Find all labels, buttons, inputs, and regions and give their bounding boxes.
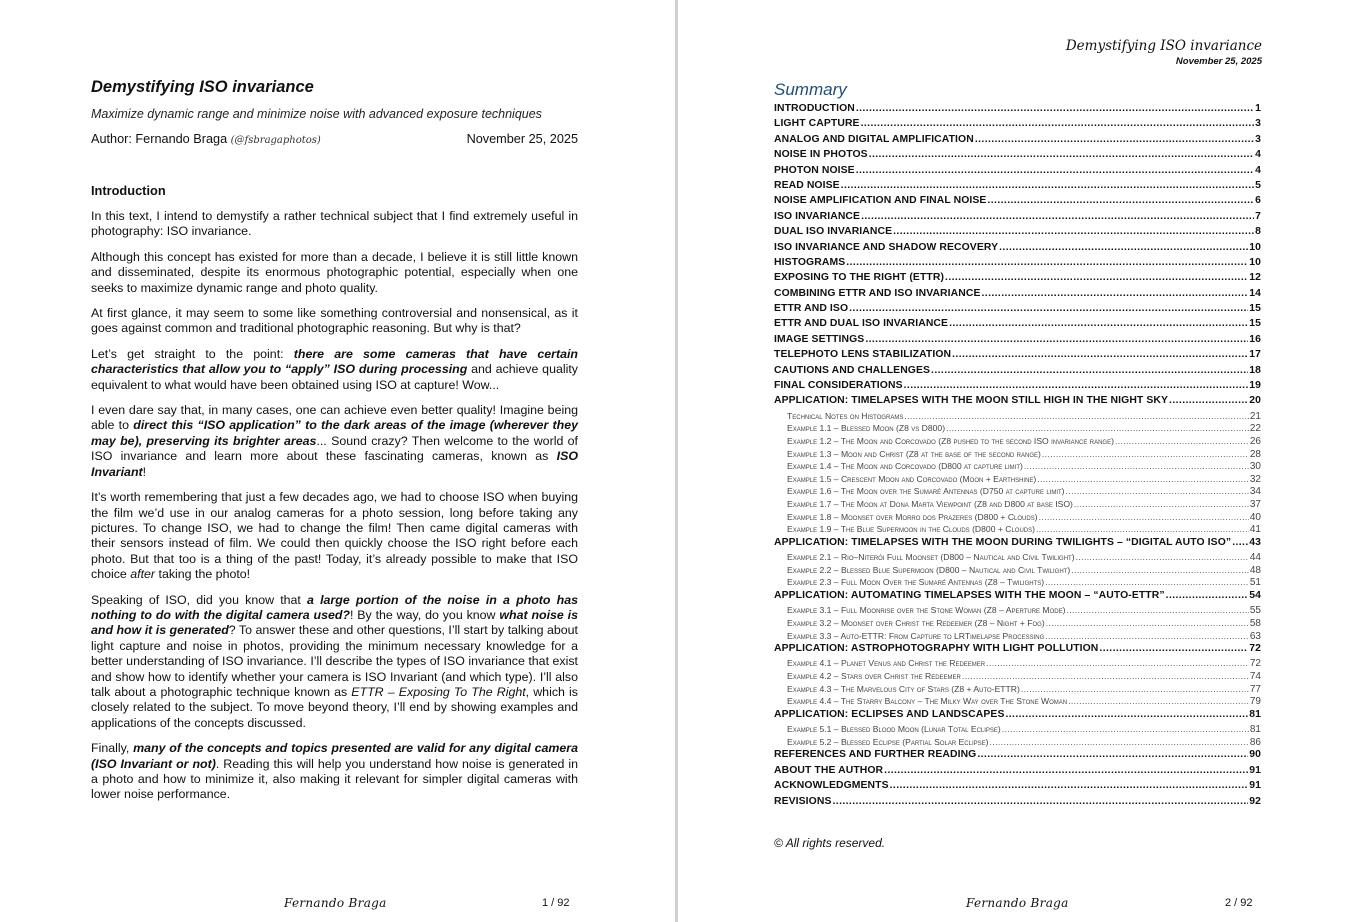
toc-leader-dots <box>945 272 1248 283</box>
toc-leader-dots <box>841 180 1254 191</box>
toc-sub-entry[interactable] <box>774 499 1261 512</box>
toc-entry-label: Example 4.1 – Planet Venus and Christ the Redeemer <box>787 658 986 669</box>
toc-leader-dots <box>962 671 1249 681</box>
toc-entry-page: 91 <box>1249 764 1261 776</box>
toc-entry-label: APPLICATION: AUTOMATING TIMELAPSES WITH THE MOON – “AUTO-ETTR” <box>774 589 1165 601</box>
toc-entry-label: DUAL ISO INVARIANCE <box>774 226 893 238</box>
toc-entry-label: Example 2.1 – Rio–Niterói Full Moonset (D800 – Nautical and Civil Twilight) <box>787 552 1075 563</box>
toc-sub-entry[interactable] <box>774 524 1261 537</box>
paragraph <box>91 490 578 582</box>
toc-leader-dots <box>1169 395 1248 406</box>
toc-entry-label: EXPOSING TO THE RIGHT (ETTR) <box>774 272 945 284</box>
toc-entry-label: NOISE AMPLIFICATION AND FINAL NOISE <box>774 195 987 207</box>
toc-leader-dots <box>949 318 1248 329</box>
toc-entry[interactable] <box>774 257 1261 272</box>
toc-entry-label: APPLICATION: ASTROPHOTOGRAPHY WITH LIGHT POLLUTION <box>774 643 1099 655</box>
toc-entry-page: 16 <box>1249 333 1261 345</box>
emphasis-text: ETTR – Exposing To The Right <box>351 684 526 699</box>
toc-entry-page: 10 <box>1249 256 1261 268</box>
toc-entry-page: 63 <box>1249 630 1261 642</box>
toc-entry-label: ISO INVARIANCE <box>774 210 861 222</box>
toc-entry-label: Example 2.2 – Blessed Blue Supermoon (D800 – Nautical and Civil Twilight) <box>787 564 1071 575</box>
toc-leader-dots <box>1166 590 1249 601</box>
toc-entry-page: 81 <box>1249 724 1261 736</box>
toc-entry-label: LIGHT CAPTURE <box>774 118 860 130</box>
toc-leader-dots <box>890 780 1249 791</box>
toc-leader-dots <box>893 226 1254 237</box>
toc-entry-label: Example 3.3 – Auto-ETTR: From Capture to LRTimelapse Processing <box>787 630 1045 641</box>
toc-entry-label: ETTR AND DUAL ISO INVARIANCE <box>774 318 949 330</box>
toc-entry-label: Example 4.2 – Stars over Christ the Redeemer <box>787 671 961 682</box>
toc-entry[interactable] <box>774 334 1261 349</box>
toc-entry-page: 79 <box>1249 696 1261 708</box>
toc-sub-entry[interactable] <box>774 618 1261 631</box>
toc-sub-entry[interactable] <box>774 411 1261 424</box>
toc-entry-label: Example 5.1 – Blessed Blood Moon (Lunar Total Eclipse) <box>787 724 1001 735</box>
toc-sub-entry[interactable] <box>774 724 1261 737</box>
toc-leader-dots <box>1232 537 1248 548</box>
toc-leader-dots <box>869 149 1254 160</box>
toc-leader-dots <box>990 737 1249 747</box>
toc-entry-page: 48 <box>1249 564 1261 576</box>
toc-entry[interactable] <box>774 709 1261 724</box>
toc-sub-entry[interactable] <box>774 512 1261 525</box>
toc-leader-dots <box>861 211 1254 222</box>
toc-leader-dots <box>1046 618 1249 628</box>
toc-leader-dots <box>1074 499 1249 509</box>
toc-leader-dots <box>1042 449 1249 459</box>
toc-entry-label: TELEPHOTO LENS STABILIZATION <box>774 349 952 361</box>
toc-entry[interactable] <box>774 180 1261 195</box>
author-line <box>91 132 578 146</box>
document-title: Demystifying ISO invariance <box>91 78 314 96</box>
toc-leader-dots <box>982 288 1249 299</box>
text-run: ? To answer these and other questions, I’ll start by talking about light capture and noise in photos, providing the minimum necessary knowledge for a better understanding of ISO invariance. I’ll describe the types of ISO invariance that exist and show how to identify whether your camera is ISO Invariant (and which type). I’ll also talk about a photographic technique known as <box>91 623 578 699</box>
toc-entry-page: 90 <box>1249 749 1261 761</box>
toc-leader-dots <box>849 303 1248 314</box>
text-run: Speaking of ISO, did you know that <box>91 592 308 607</box>
text-run: Although this concept has existed for more than a decade, I believe it is still little known and disseminated, despite its enormous photographic potential, especially when one seeks to maximize dynamic range and photo quality. <box>91 249 578 295</box>
toc-entry-page: 34 <box>1249 486 1261 498</box>
toc-entry-label: REFERENCES AND FURTHER READING <box>774 749 977 761</box>
toc-entry[interactable] <box>774 780 1261 795</box>
toc-entry[interactable] <box>774 211 1261 226</box>
text-run: Let’s get straight to the point: <box>91 346 294 361</box>
toc-entry-label: ACKNOWLEDGMENTS <box>774 780 889 792</box>
toc-entry-label: Technical Notes on Histograms <box>787 410 904 421</box>
toc-entry-label: ISO INVARIANCE AND SHADOW RECOVERY <box>774 241 999 253</box>
toc-entry-page: 26 <box>1249 436 1261 447</box>
toc-entry[interactable] <box>774 796 1261 811</box>
author-handle: (@fsbragaphotos) <box>230 135 321 146</box>
toc-leader-dots <box>1037 474 1249 484</box>
emphasis-text: what noise is and how it is generated <box>91 607 578 638</box>
toc-entry-page: 37 <box>1249 498 1261 510</box>
toc-entry-label: Example 4.4 – The Starry Balcony – The Milky Way over The Stone Woman <box>787 696 1068 707</box>
toc-entry[interactable] <box>774 643 1261 658</box>
toc-sub-entry[interactable] <box>774 474 1261 487</box>
toc-entry-page: 81 <box>1249 708 1261 720</box>
toc-entry-label: Example 1.8 – Moonset over Morro dos Prazeres (D800 + Clouds) <box>787 511 1038 522</box>
toc-leader-dots <box>1115 436 1249 446</box>
toc-entry-label: Example 1.1 – Blessed Moon (Z8 vs D800) <box>787 423 946 434</box>
toc-leader-dots <box>1066 486 1249 496</box>
toc-entry-page: 32 <box>1249 473 1261 485</box>
toc-sub-entry[interactable] <box>774 486 1261 499</box>
toc-sub-entry[interactable] <box>774 696 1261 709</box>
toc-leader-dots <box>986 658 1249 668</box>
toc-leader-dots <box>946 423 1249 433</box>
toc-entry-label: Example 1.5 – Crescent Moon and Corcovado (Moon + Earthshine) <box>787 473 1037 484</box>
toc-sub-entry[interactable] <box>774 671 1261 684</box>
toc-entry[interactable] <box>774 226 1261 241</box>
footer-author: Fernando Braga <box>284 896 387 910</box>
text-run: I even dare say that, in many cases, one can achieve even better quality! Imagine being able to <box>91 403 578 433</box>
toc-entry-label: CAUTIONS AND CHALLENGES <box>774 364 931 376</box>
paragraph <box>91 306 578 337</box>
emphasis-text: direct this “ISO application” to the dark areas of the image (wherever they may be), preserving its brighter areas <box>91 418 578 448</box>
toc-leader-dots <box>846 257 1248 268</box>
toc-entry[interactable] <box>774 303 1261 318</box>
table-of-contents <box>774 103 1261 811</box>
toc-sub-entry[interactable] <box>774 737 1261 750</box>
paragraph <box>91 741 578 803</box>
emphasis-text: ISO Invariant <box>91 449 578 479</box>
toc-entry-page: 19 <box>1249 380 1261 392</box>
toc-sub-entry[interactable] <box>774 577 1261 590</box>
toc-entry-page: 86 <box>1249 736 1261 748</box>
toc-entry-label: APPLICATION: ECLIPSES AND LANDSCAPES <box>774 708 1005 720</box>
toc-entry[interactable] <box>774 118 1261 133</box>
toc-leader-dots <box>861 118 1255 129</box>
toc-entry-page: 3 <box>1255 118 1261 130</box>
toc-entry-label: Example 1.7 – The Moon at Dona Marta Viewpoint (Z8 and D800 at base ISO) <box>787 498 1073 509</box>
toc-entry-page: 18 <box>1249 364 1261 376</box>
toc-entry-label: Example 1.9 – The Blue Supermoon in the Clouds (D800 + Clouds) <box>787 524 1036 535</box>
toc-leader-dots <box>1099 643 1248 654</box>
toc-entry[interactable] <box>774 165 1261 180</box>
toc-entry-page: 21 <box>1249 410 1261 422</box>
toc-entry-page: 51 <box>1249 577 1261 589</box>
toc-entry[interactable] <box>774 134 1261 149</box>
toc-sub-entry[interactable] <box>774 631 1261 644</box>
footer-page-number: 2 / 92 <box>1225 897 1253 909</box>
toc-entry-label: FINAL CONSIDERATIONS <box>774 380 903 392</box>
toc-entry-page: 77 <box>1249 683 1261 695</box>
summary-heading: Summary <box>774 80 847 99</box>
toc-leader-dots <box>1021 684 1249 694</box>
running-header-title: Demystifying ISO invariance <box>1065 38 1262 54</box>
document-page-1 <box>0 0 676 922</box>
toc-sub-entry[interactable] <box>774 449 1261 462</box>
toc-entry-label: ANALOG AND DIGITAL AMPLIFICATION <box>774 133 974 145</box>
toc-leader-dots <box>1039 512 1249 522</box>
toc-entry-page: 40 <box>1249 511 1261 523</box>
text-run: ! By the way, do you know <box>349 607 500 622</box>
toc-entry-label: Example 5.2 – Blessed Eclipse (Partial Solar Eclipse) <box>787 736 989 747</box>
toc-leader-dots <box>952 349 1248 360</box>
footer-author: Fernando Braga <box>966 896 1069 910</box>
toc-entry-label: PHOTON NOISE <box>774 164 855 176</box>
toc-entry-label: Example 1.2 – The Moon and Corcovado (Z8 pushed to the second ISO invariance range) <box>787 436 1114 446</box>
toc-entry-page: 54 <box>1249 589 1261 601</box>
toc-entry[interactable] <box>774 349 1261 364</box>
text-run: . Reading this will help you understand how noise is generated in a photo and how to minimize it, also making it relevant for simpler digital cameras with lower noise performance. <box>91 756 578 802</box>
toc-sub-entry[interactable] <box>774 658 1261 671</box>
toc-entry-label: Example 4.3 – The Marvelous City of Stars (Z8 + Auto-ETTR) <box>787 683 1020 694</box>
paragraph <box>91 347 578 393</box>
emphasis-text: a large portion of the noise in a photo has nothing to do with the digital camera used? <box>91 592 578 622</box>
text-run: and achieve quality equivalent to what would have been obtained using ISO at capture! Wow... <box>91 362 578 392</box>
toc-entry-label: COMBINING ETTR AND ISO INVARIANCE <box>774 287 981 299</box>
toc-entry-page: 72 <box>1249 643 1261 655</box>
toc-sub-entry[interactable] <box>774 552 1261 565</box>
toc-entry[interactable] <box>774 318 1261 333</box>
toc-entry-page: 15 <box>1249 318 1261 330</box>
toc-leader-dots <box>1066 605 1248 615</box>
text-run: At first glance, it may seem to some like something controversial and nonsensical, as it goes against common and traditional photographic reasoning. But why is that? <box>91 306 578 336</box>
running-header-date: November 25, 2025 <box>1175 56 1262 67</box>
toc-entry-page: 44 <box>1249 552 1261 564</box>
toc-leader-dots <box>987 195 1254 206</box>
toc-entry-page: 6 <box>1255 195 1261 207</box>
toc-entry-label: Example 3.1 – Full Moonrise over the Stone Woman (Z8 – Aperture Mode) <box>787 605 1066 616</box>
toc-entry-label: ETTR AND ISO <box>774 303 849 315</box>
toc-entry-label: INTRODUCTION <box>774 103 855 114</box>
toc-entry[interactable] <box>774 537 1261 552</box>
toc-leader-dots <box>884 765 1248 776</box>
toc-leader-dots <box>999 242 1248 253</box>
toc-leader-dots <box>1068 696 1249 706</box>
copyright-notice: © All rights reserved. <box>774 836 886 850</box>
toc-entry-label: Example 1.6 – The Moon over the Sumaré Antennas (D750 at capture limit) <box>787 486 1065 497</box>
document-subtitle: Maximize dynamic range and minimize noise with advanced exposure techniques <box>91 107 542 121</box>
toc-leader-dots <box>1024 461 1249 471</box>
toc-leader-dots <box>1005 709 1248 720</box>
toc-leader-dots <box>1071 565 1249 575</box>
toc-leader-dots <box>856 165 1254 176</box>
toc-sub-entry[interactable] <box>774 605 1261 618</box>
toc-entry[interactable] <box>774 395 1261 410</box>
text-run: In this text, I intend to demystify a rather technical subject that I find extremely useful in photography: ISO invariance. <box>91 209 578 239</box>
toc-leader-dots <box>904 380 1249 391</box>
paragraph <box>91 250 578 296</box>
toc-entry[interactable] <box>774 195 1261 210</box>
text-run: ! <box>142 464 147 479</box>
toc-entry-label: Example 1.3 – Moon and Christ (Z8 at the base of the second range) <box>787 448 1041 459</box>
toc-entry-label: READ NOISE <box>774 179 840 191</box>
toc-entry-page: 3 <box>1255 133 1261 145</box>
toc-entry-page: 92 <box>1249 795 1261 807</box>
toc-entry-label: HISTOGRAMS <box>774 256 846 268</box>
toc-entry[interactable] <box>774 288 1261 303</box>
text-run: taking the photo! <box>155 567 251 582</box>
toc-entry[interactable] <box>774 765 1261 780</box>
toc-entry-page: 8 <box>1255 226 1261 238</box>
toc-entry-page: 30 <box>1249 461 1261 473</box>
toc-entry[interactable] <box>774 380 1261 395</box>
toc-entry-page: 5 <box>1255 179 1261 191</box>
footer-page-number: 1 / 92 <box>542 897 570 909</box>
toc-leader-dots <box>975 134 1254 145</box>
toc-sub-entry[interactable] <box>774 436 1261 449</box>
toc-entry-page: 4 <box>1255 149 1261 161</box>
toc-sub-entry[interactable] <box>774 461 1261 474</box>
toc-entry[interactable] <box>774 365 1261 380</box>
toc-entry-page: 17 <box>1249 349 1261 361</box>
section-heading: Introduction <box>91 183 166 198</box>
toc-entry[interactable] <box>774 590 1261 605</box>
toc-entry-page: 4 <box>1255 164 1261 176</box>
toc-entry-label: Example 2.3 – Full Moon Over the Sumaré Antennas (Z8 – Twilights) <box>787 577 1045 588</box>
toc-entry[interactable] <box>774 149 1261 164</box>
toc-entry-page: 14 <box>1249 287 1261 299</box>
toc-entry-page: 12 <box>1249 272 1261 284</box>
emphasis-text: after <box>130 567 156 582</box>
toc-sub-entry[interactable] <box>774 684 1261 697</box>
toc-entry[interactable] <box>774 103 1261 118</box>
toc-entry-label: NOISE IN PHOTOS <box>774 149 868 161</box>
toc-entry-page: 72 <box>1249 658 1261 670</box>
toc-leader-dots <box>931 365 1248 376</box>
text-run: , which is closely related to the subject. To move beyond theory, I’ll end by showing examples and applications of the concepts discussed. <box>91 684 578 730</box>
toc-leader-dots <box>1076 552 1249 562</box>
toc-leader-dots <box>904 411 1248 421</box>
toc-entry-page: 22 <box>1249 423 1261 435</box>
paragraph <box>91 593 578 732</box>
toc-leader-dots <box>977 749 1248 760</box>
paragraph <box>91 209 578 240</box>
paragraph <box>91 403 578 480</box>
toc-entry[interactable] <box>774 272 1261 287</box>
toc-entry-page: 28 <box>1249 448 1261 460</box>
author-info <box>91 132 321 146</box>
author-label: Author: Fernando Braga <box>91 132 231 146</box>
introduction-section <box>91 183 578 813</box>
toc-leader-dots <box>1045 631 1249 641</box>
toc-leader-dots <box>1002 724 1249 734</box>
toc-leader-dots <box>1036 524 1249 534</box>
toc-entry-page: 10 <box>1249 241 1261 253</box>
toc-entry[interactable] <box>774 749 1261 764</box>
introduction-body <box>91 209 578 803</box>
toc-entry-page: 15 <box>1249 303 1261 315</box>
toc-sub-entry[interactable] <box>774 565 1261 578</box>
text-run: Finally, <box>91 741 134 756</box>
text-run: It’s worth remembering that just a few decades ago, we had to choose ISO when buying the film we’d use in our analog cameras for a photo session, long before taking any pictures. To change ISO, we had to change the film! Then came digital cameras with their sensors instead of film. We could then quickly choose the ISO right before each photo. But that too is a thing of the past! Today, it’s already possible to make that ISO choice <box>91 490 578 582</box>
emphasis-text: there are some cameras that have certain characteristics that allow you to “apply” ISO during processing <box>91 346 578 377</box>
toc-entry-page: 20 <box>1249 395 1261 407</box>
emphasis-text: many of the concepts and topics presented are valid for any digital camera (ISO Invariant or not) <box>91 741 578 771</box>
toc-leader-dots <box>833 796 1249 807</box>
toc-entry-label: ABOUT THE AUTHOR <box>774 764 884 776</box>
toc-entry-label: Example 1.4 – The Moon and Corcovado (D800 at capture limit) <box>787 461 1023 472</box>
toc-entry-page: 43 <box>1249 536 1261 548</box>
toc-entry[interactable] <box>774 242 1261 257</box>
document-date: November 25, 2025 <box>466 132 578 146</box>
toc-entry-label: IMAGE SETTINGS <box>774 333 865 345</box>
toc-sub-entry[interactable] <box>774 423 1261 436</box>
toc-entry-label: Example 3.2 – Moonset over Christ the Redeemer (Z8 – Night + Fog) <box>787 617 1045 628</box>
toc-entry-page: 91 <box>1249 780 1261 792</box>
toc-entry-page: 74 <box>1249 671 1261 683</box>
document-page-2 <box>678 0 1354 922</box>
toc-entry-page: 41 <box>1249 524 1261 536</box>
toc-entry-label: REVISIONS <box>774 795 832 807</box>
toc-entry-label: APPLICATION: TIMELAPSES WITH THE MOON STILL HIGH IN THE NIGHT SKY <box>774 395 1169 407</box>
toc-leader-dots <box>1045 577 1249 587</box>
toc-entry-page: 1 <box>1255 103 1261 114</box>
toc-entry-page: 7 <box>1255 210 1261 222</box>
toc-leader-dots <box>856 103 1254 114</box>
toc-entry-label: APPLICATION: TIMELAPSES WITH THE MOON DURING TWILIGHTS – “DIGITAL AUTO ISO” <box>774 536 1232 548</box>
toc-entry-page: 58 <box>1249 617 1261 629</box>
toc-leader-dots <box>865 334 1248 345</box>
toc-entry-page: 55 <box>1249 605 1261 617</box>
text-run: ... Sound crazy? Then welcome to the world of ISO invariance and learn more about these fascinating cameras, known as <box>91 433 578 464</box>
